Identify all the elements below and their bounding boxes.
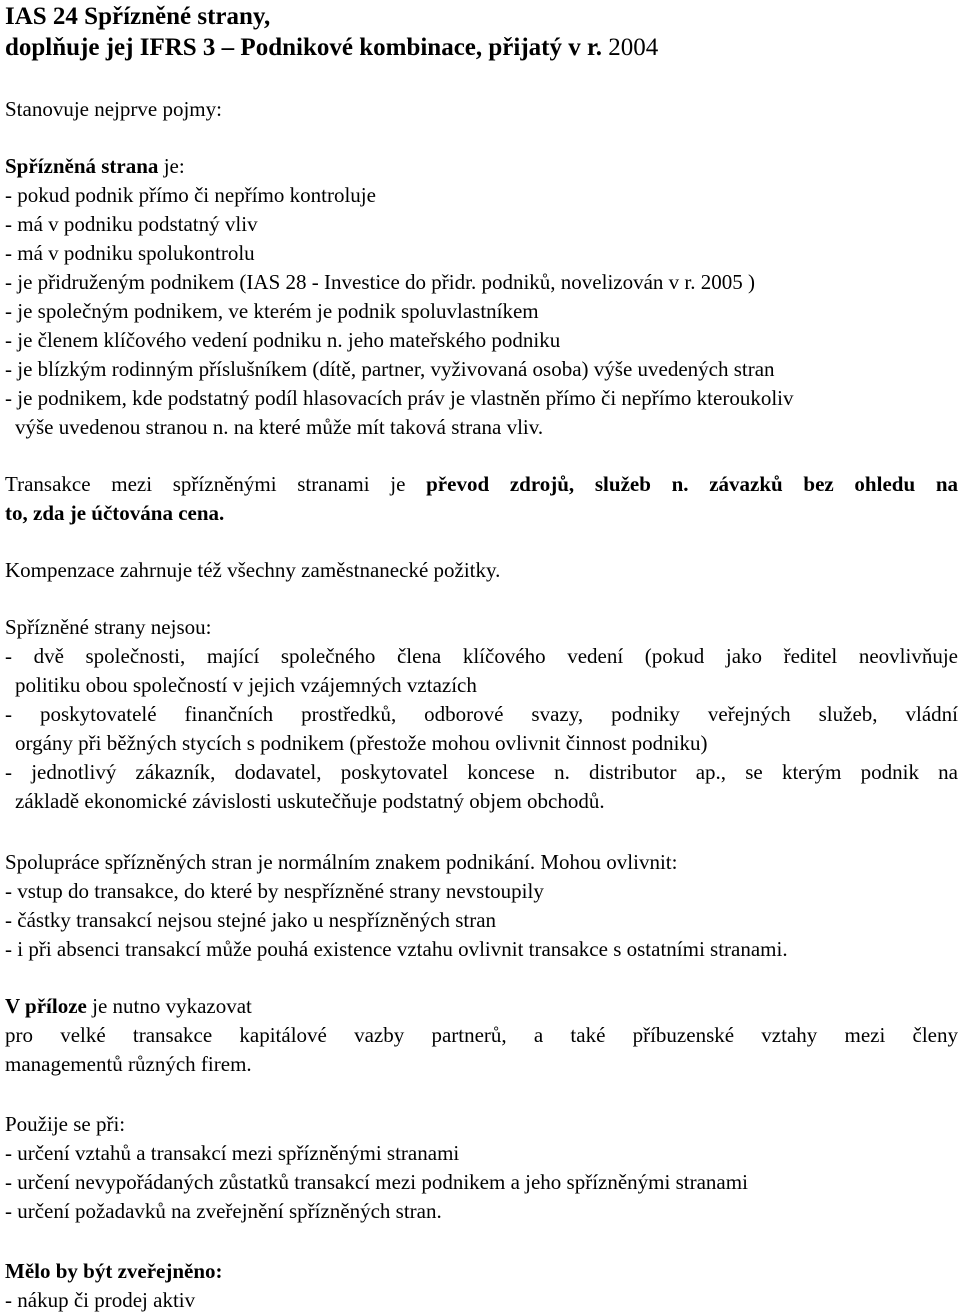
related-party-term: Spřízněná strana [5,154,159,178]
transaction-line-2: to, zda je účtována cena. [5,501,225,525]
list-item: - má v podniku podstatný vliv [5,212,258,236]
appendix-term-rest: je nutno vykazovat [86,994,252,1018]
title-line-1: IAS 24 Spřízněné strany, [5,3,271,30]
list-item: - dvě společnosti, mající společného člena klíčového vedení (pokud jako ředitel neovlivňuje [5,644,958,668]
appendix-text-line-1: pro velké transakce kapitálové vazby partnerů, a také příbuzenské vztahy mezi členy [5,1023,958,1047]
compensation-text: Kompenzace zahrnuje též všechny zaměstnanecké požitky. [5,558,501,582]
list-item: - je přidruženým podnikem (IAS 28 - Investice do přidr. podniků, novelizován v r. 2005 ) [5,270,756,294]
list-item: - je společným podnikem, ve kterém je podnik spoluvlastníkem [5,299,539,323]
list-item: - i při absenci transakcí může pouhá existence vztahu ovlivnit transakce s ostatními stranami. [5,937,788,961]
intro-text: Stanovuje nejprve pojmy: [5,97,222,121]
list-item: - určení nevypořádaných zůstatků transakcí mezi podnikem a jeho spřízněnými stranami [5,1170,748,1194]
list-item-continuation: politiku obou společností v jejich vzájemných vztazích [15,673,477,697]
title-year: 2004 [602,34,659,61]
list-item-continuation: základě ekonomické závislosti uskutečňuje podstatný objem obchodů. [15,789,605,813]
cooperation-heading: Spolupráce spřízněných stran je normálním znakem podnikání. Mohou ovlivnit: [5,850,678,874]
list-item-continuation: orgány při běžných stycích s podnikem (přestože mohou ovlivnit činnost podniku) [15,731,708,755]
list-item: - určení vztahů a transakcí mezi spřízněnými stranami [5,1141,460,1165]
list-item: - je podnikem, kde podstatný podíl hlasovacích práv je vlastněn přímo či nepřímo kteroukoliv [5,386,794,410]
list-item-continuation: výše uvedenou stranou n. na které může mít taková strana vliv. [15,415,544,439]
list-item: - poskytovatelé finančních prostředků, odborové svazy, podniky veřejných služeb, vládní [5,702,958,726]
related-party-heading [5,152,958,180]
document-subtitle [5,33,958,63]
list-item: - nákup či prodej aktiv [5,1288,196,1312]
appendix-text-line-2: managementů různých firem. [5,1052,252,1076]
list-item: - má v podniku spolukontrolu [5,241,255,265]
transaction-definition: převod zdrojů, služeb n. závazků bez ohledu na [426,472,959,496]
usage-heading: Použije se při: [5,1112,126,1136]
list-item: - vstup do transakce, do které by nespřízněné strany nevstoupily [5,879,544,903]
transaction-line-1 [5,470,958,498]
list-item: - je blízkým rodinným příslušníkem (dítě, partner, vyživovaná osoba) výše uvedených stran [5,357,775,381]
list-item: - určení požadavků na zveřejnění spřízněných stran. [5,1199,442,1223]
list-item: - částky transakcí nejsou stejné jako u nespřízněných stran [5,908,497,932]
list-item: - pokud podnik přímo či nepřímo kontroluje [5,183,376,207]
disclosure-heading: Mělo by být zveřejněno: [5,1259,223,1283]
list-item: - jednotlivý zákazník, dodavatel, poskytovatel koncese n. distributor ap., se kterým podnik na [5,760,958,784]
appendix-heading [5,992,958,1020]
related-party-term-suffix: je: [158,154,185,178]
document-title [5,2,958,32]
not-related-heading: Spřízněné strany nejsou: [5,615,212,639]
title-line-2: doplňuje jej IFRS 3 – Podnikové kombinace, přijatý v r. [5,34,603,61]
transaction-prefix: Transakce mezi spřízněnými stranami je [5,472,427,496]
list-item: - je členem klíčového vedení podniku n. jeho mateřského podniku [5,328,561,352]
appendix-term: V příloze [5,994,87,1018]
